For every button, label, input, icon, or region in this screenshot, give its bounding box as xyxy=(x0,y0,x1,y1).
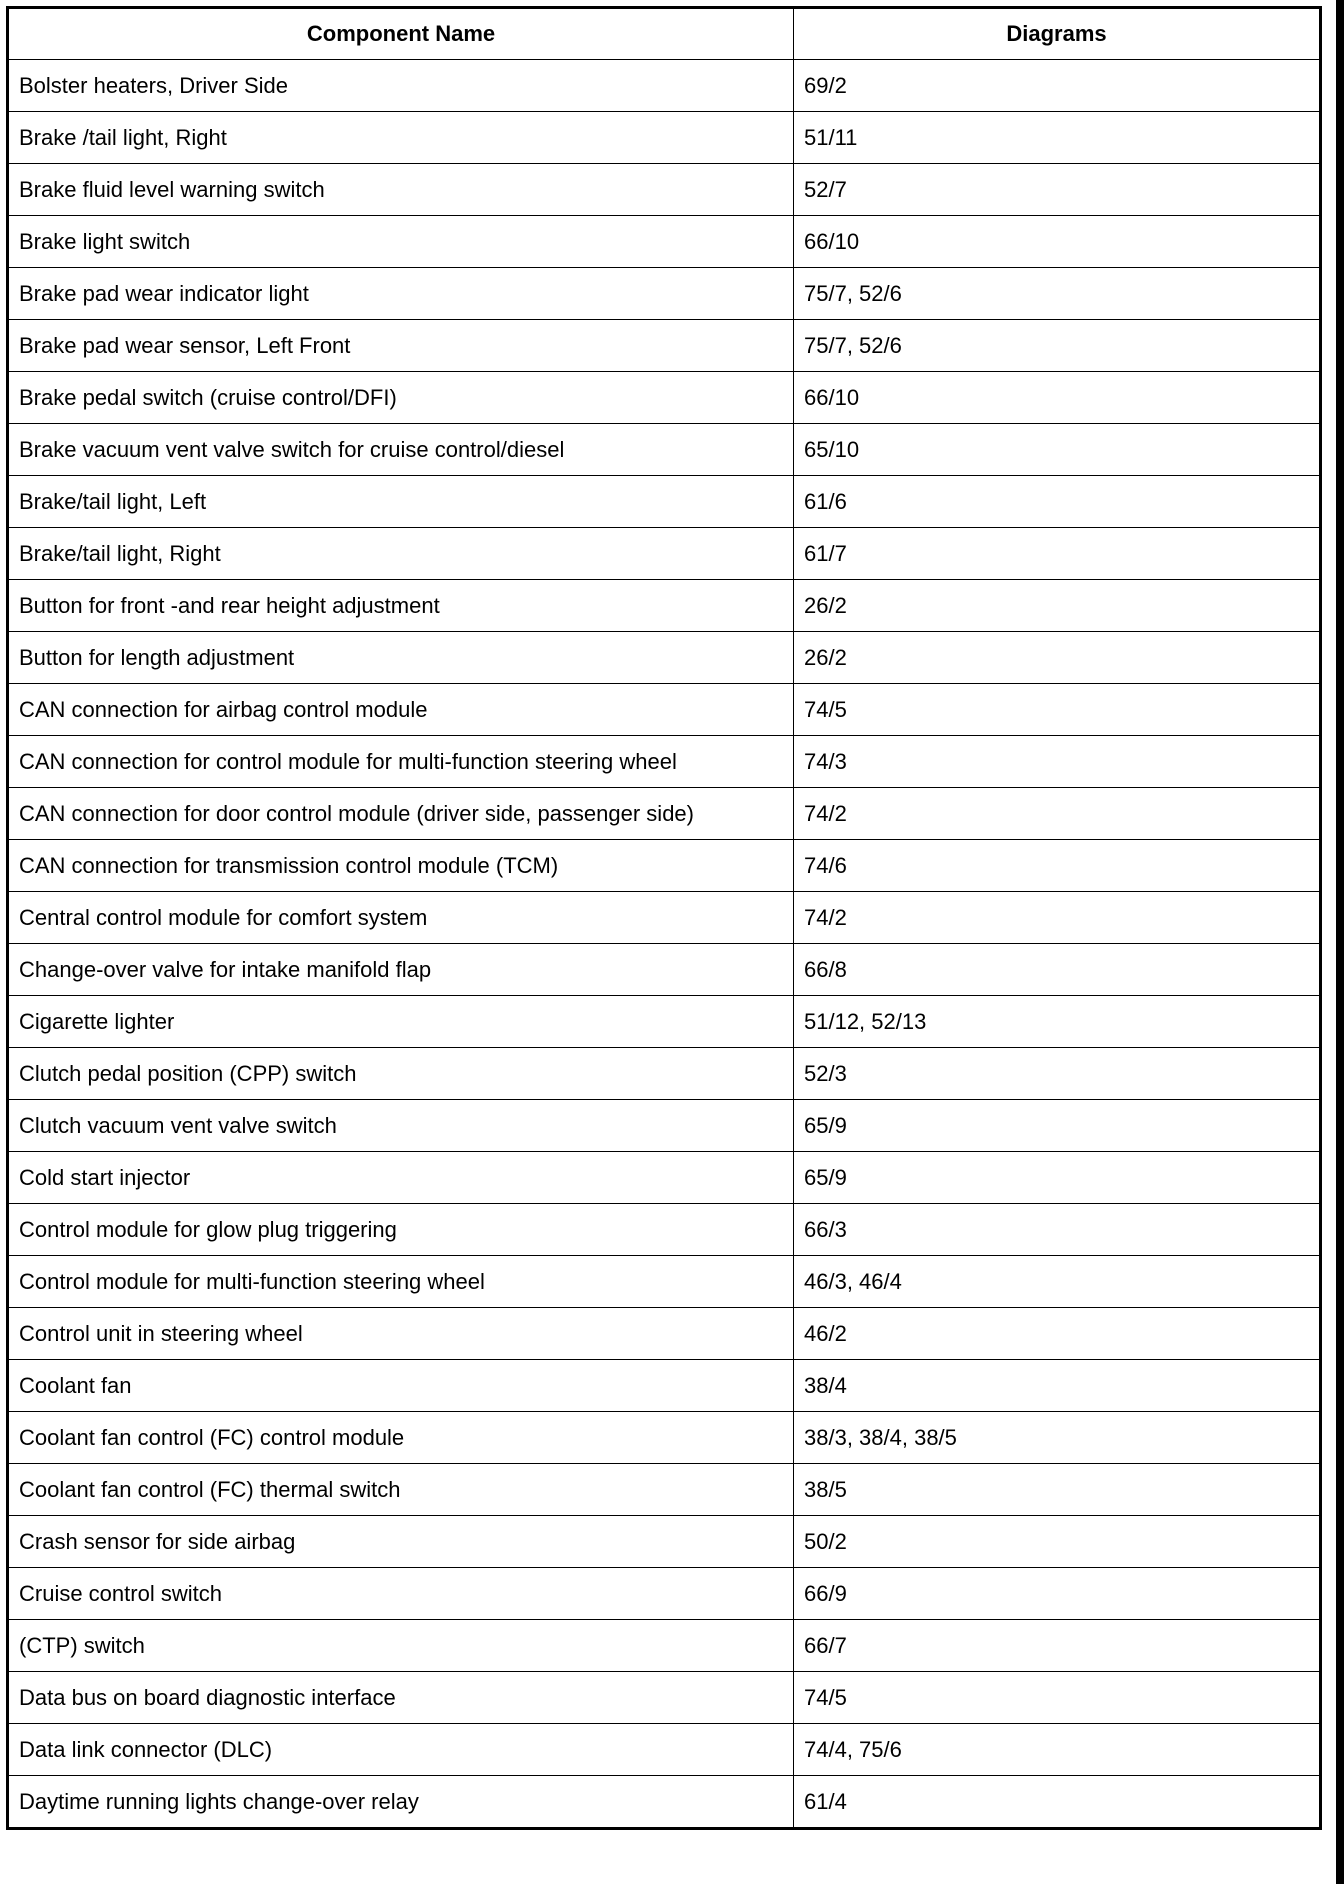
diagrams-cell: 26/2 xyxy=(794,580,1321,632)
component-name-cell: CAN connection for transmission control module (TCM) xyxy=(8,840,794,892)
table-row xyxy=(8,892,1321,944)
diagrams-cell: 69/2 xyxy=(794,60,1321,112)
component-diagram-table xyxy=(6,6,1322,1830)
diagrams-cell: 74/4, 75/6 xyxy=(794,1724,1321,1776)
table-row xyxy=(8,528,1321,580)
component-name-cell: Daytime running lights change-over relay xyxy=(8,1776,794,1829)
diagrams-cell: 26/2 xyxy=(794,632,1321,684)
table-row xyxy=(8,1724,1321,1776)
component-name-cell: Clutch vacuum vent valve switch xyxy=(8,1100,794,1152)
table-row xyxy=(8,1100,1321,1152)
table-row xyxy=(8,372,1321,424)
table-row xyxy=(8,1672,1321,1724)
diagrams-cell: 74/5 xyxy=(794,1672,1321,1724)
component-name-cell: Brake light switch xyxy=(8,216,794,268)
table-row xyxy=(8,1776,1321,1829)
component-name-cell: Control module for glow plug triggering xyxy=(8,1204,794,1256)
diagrams-cell: 74/6 xyxy=(794,840,1321,892)
table-row xyxy=(8,476,1321,528)
table-row xyxy=(8,996,1321,1048)
diagrams-cell: 75/7, 52/6 xyxy=(794,268,1321,320)
diagrams-cell: 46/2 xyxy=(794,1308,1321,1360)
table-row xyxy=(8,1204,1321,1256)
table-row xyxy=(8,632,1321,684)
component-name-cell: Control module for multi-function steering wheel xyxy=(8,1256,794,1308)
component-name-cell: Cold start injector xyxy=(8,1152,794,1204)
table-row xyxy=(8,1620,1321,1672)
table-row xyxy=(8,1256,1321,1308)
component-name-cell: Crash sensor for side airbag xyxy=(8,1516,794,1568)
table-row xyxy=(8,788,1321,840)
component-name-cell: (CTP) switch xyxy=(8,1620,794,1672)
diagrams-cell: 38/5 xyxy=(794,1464,1321,1516)
diagrams-cell: 66/7 xyxy=(794,1620,1321,1672)
component-name-cell: Coolant fan control (FC) thermal switch xyxy=(8,1464,794,1516)
diagrams-cell: 75/7, 52/6 xyxy=(794,320,1321,372)
component-name-cell: Data link connector (DLC) xyxy=(8,1724,794,1776)
diagrams-cell: 46/3, 46/4 xyxy=(794,1256,1321,1308)
table-row xyxy=(8,112,1321,164)
component-name-cell: Brake pad wear indicator light xyxy=(8,268,794,320)
component-name-cell: Button for front -and rear height adjustment xyxy=(8,580,794,632)
component-name-cell: Central control module for comfort system xyxy=(8,892,794,944)
component-name-cell: Brake fluid level warning switch xyxy=(8,164,794,216)
table-row xyxy=(8,736,1321,788)
table-row xyxy=(8,60,1321,112)
component-name-cell: Brake pedal switch (cruise control/DFI) xyxy=(8,372,794,424)
table-row xyxy=(8,1568,1321,1620)
right-edge-bar xyxy=(1336,0,1344,1884)
table-row xyxy=(8,1464,1321,1516)
diagrams-cell: 61/7 xyxy=(794,528,1321,580)
component-name-cell: Cruise control switch xyxy=(8,1568,794,1620)
diagrams-cell: 61/6 xyxy=(794,476,1321,528)
header-diagrams: Diagrams xyxy=(794,8,1321,60)
header-component-name: Component Name xyxy=(8,8,794,60)
table-row xyxy=(8,944,1321,996)
diagrams-cell: 65/9 xyxy=(794,1152,1321,1204)
component-name-cell: Data bus on board diagnostic interface xyxy=(8,1672,794,1724)
diagrams-cell: 65/9 xyxy=(794,1100,1321,1152)
component-name-cell: Brake vacuum vent valve switch for cruise control/diesel xyxy=(8,424,794,476)
component-name-cell: CAN connection for airbag control module xyxy=(8,684,794,736)
diagrams-cell: 51/12, 52/13 xyxy=(794,996,1321,1048)
diagrams-cell: 74/2 xyxy=(794,892,1321,944)
component-name-cell: Brake pad wear sensor, Left Front xyxy=(8,320,794,372)
table-row xyxy=(8,840,1321,892)
table-row xyxy=(8,268,1321,320)
diagrams-cell: 74/3 xyxy=(794,736,1321,788)
table-row xyxy=(8,580,1321,632)
diagrams-cell: 66/3 xyxy=(794,1204,1321,1256)
table-row xyxy=(8,1152,1321,1204)
diagrams-cell: 66/10 xyxy=(794,216,1321,268)
table-row xyxy=(8,424,1321,476)
component-name-cell: Brake /tail light, Right xyxy=(8,112,794,164)
table-row xyxy=(8,216,1321,268)
table-row xyxy=(8,1516,1321,1568)
diagrams-cell: 38/4 xyxy=(794,1360,1321,1412)
diagrams-cell: 52/3 xyxy=(794,1048,1321,1100)
diagrams-cell: 38/3, 38/4, 38/5 xyxy=(794,1412,1321,1464)
component-name-cell: CAN connection for door control module (driver side, passenger side) xyxy=(8,788,794,840)
component-name-cell: Brake/tail light, Left xyxy=(8,476,794,528)
component-name-cell: Button for length adjustment xyxy=(8,632,794,684)
table-row xyxy=(8,1308,1321,1360)
component-name-cell: Control unit in steering wheel xyxy=(8,1308,794,1360)
diagrams-cell: 51/11 xyxy=(794,112,1321,164)
table-row xyxy=(8,1048,1321,1100)
diagrams-cell: 52/7 xyxy=(794,164,1321,216)
component-name-cell: Clutch pedal position (CPP) switch xyxy=(8,1048,794,1100)
table-row xyxy=(8,684,1321,736)
table-row xyxy=(8,164,1321,216)
table-row xyxy=(8,320,1321,372)
diagrams-cell: 65/10 xyxy=(794,424,1321,476)
component-name-cell: Brake/tail light, Right xyxy=(8,528,794,580)
component-name-cell: Coolant fan control (FC) control module xyxy=(8,1412,794,1464)
component-name-cell: Cigarette lighter xyxy=(8,996,794,1048)
table-row xyxy=(8,1360,1321,1412)
diagrams-cell: 61/4 xyxy=(794,1776,1321,1829)
diagrams-cell: 66/9 xyxy=(794,1568,1321,1620)
diagrams-cell: 66/10 xyxy=(794,372,1321,424)
table-row xyxy=(8,1412,1321,1464)
component-name-cell: Change-over valve for intake manifold flap xyxy=(8,944,794,996)
component-name-cell: Coolant fan xyxy=(8,1360,794,1412)
diagrams-cell: 50/2 xyxy=(794,1516,1321,1568)
diagrams-cell: 74/2 xyxy=(794,788,1321,840)
diagrams-cell: 66/8 xyxy=(794,944,1321,996)
header-row xyxy=(8,8,1321,60)
component-name-cell: CAN connection for control module for multi-function steering wheel xyxy=(8,736,794,788)
component-name-cell: Bolster heaters, Driver Side xyxy=(8,60,794,112)
diagrams-cell: 74/5 xyxy=(794,684,1321,736)
